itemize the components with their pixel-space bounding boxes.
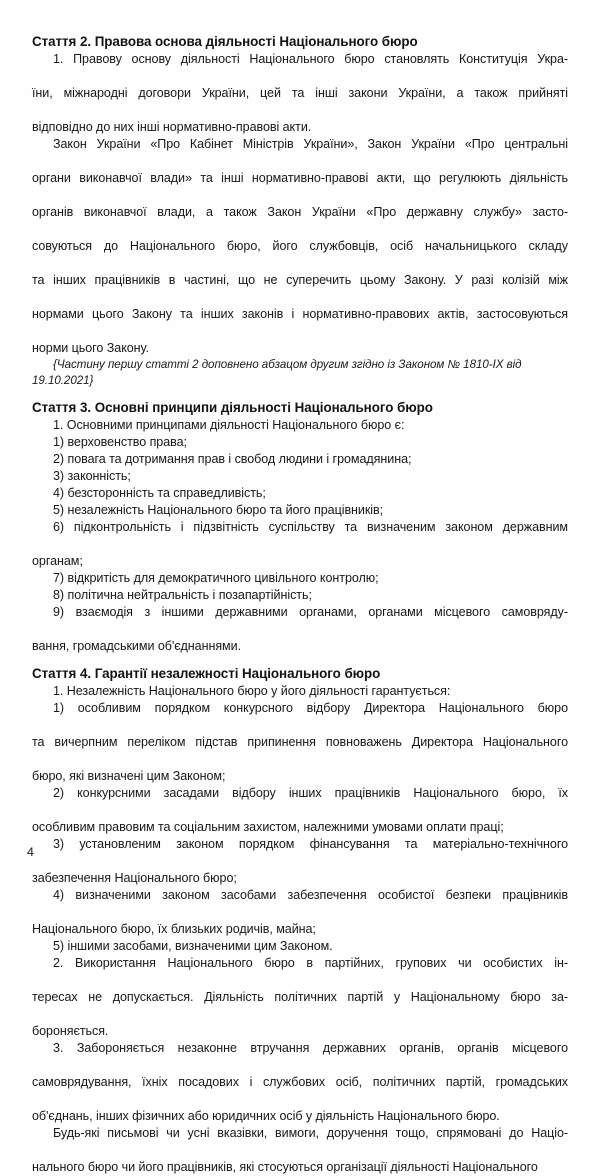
text-line: 8) політична нейтральність і позапартійність; [53, 588, 312, 602]
article-2-para-1 [32, 51, 568, 136]
text-line: їни, міжнародні договори України, цей та інші закони України, а також прийняті [32, 86, 568, 100]
text-line: 5) іншими засобами, визначеними цим Законом. [53, 939, 333, 953]
article-4-heading: Стаття 4. Гарантії незалежності Національного бюро [32, 666, 381, 681]
text-line: 1) верховенство права; [53, 435, 187, 449]
article-4-para-4 [32, 1125, 568, 1176]
text-line: 4) безсторонність та справедливість; [53, 486, 266, 500]
text-line: 2) повага та дотримання прав і свобод людини і громадянина; [53, 452, 412, 466]
article-3-item-6 [32, 519, 568, 570]
text-line: органів виконавчої влади, а також Закон України «Про державну службу» засто- [32, 205, 568, 219]
text-line: 3. Забороняється незаконне втручання державних органів, органів місцевого [53, 1041, 568, 1055]
text-line: особливим правовим та соціальним захистом, належними умовами оплати праці; [32, 820, 504, 834]
article-4-para-3 [32, 1040, 568, 1125]
article-4-item-3 [32, 836, 568, 887]
text-line: тересах не допускається. Діяльність політичних партій у Національному бюро за- [32, 990, 568, 1004]
article-2-amendment-note [32, 357, 568, 389]
text-line: бюро, які визначені цим Законом; [32, 769, 226, 783]
text-line: об'єднань, інших фізичних або юридичних осіб у діяльність Національного бюро. [32, 1109, 500, 1123]
text-line: відповідно до них інші нормативно-правові акти. [32, 120, 312, 134]
article-3-item-4 [32, 485, 568, 502]
text-line: органи виконавчої влади» та інші нормативно-правові акти, що регулюють діяльність [32, 171, 568, 185]
text-line: забезпечення Національного бюро; [32, 871, 237, 885]
text-line: 1. Основними принципами діяльності Національного бюро є: [53, 418, 405, 432]
text-line: та вичерпним переліком підстав припинення повноважень Директора Національного [32, 735, 568, 749]
text-line: 4) визначеними законом засобами забезпечення особистої безпеки працівників [53, 888, 568, 902]
text-line: 5) незалежність Національного бюро та його працівників; [53, 503, 384, 517]
text-line: 1. Незалежність Національного бюро у його діяльності гарантується: [53, 684, 451, 698]
text-line: 9) взаємодія з іншими державними органами, органами місцевого самовряду- [53, 605, 568, 619]
text-line: Закон України «Про Кабінет Міністрів України», Закон України «Про центральні [53, 137, 568, 151]
article-3-item-1 [32, 434, 568, 451]
article-4-item-1 [32, 700, 568, 785]
article-3-item-9 [32, 604, 568, 655]
page-number: 4 [27, 845, 34, 859]
article-4-item-5 [32, 938, 568, 955]
text-line: 6) підконтрольність і підзвітність суспільству та визначеним законом державним [53, 520, 568, 534]
article-3-item-8 [32, 587, 568, 604]
article-4-item-4 [32, 887, 568, 938]
article-3-intro [32, 417, 568, 434]
text-line: 7) відкритість для демократичного цивільного контролю; [53, 571, 379, 585]
article-4-item-2 [32, 785, 568, 836]
article-4-para-2 [32, 955, 568, 1040]
text-line: самоврядування, їхніх посадових і службових осіб, політичних партій, громадських [32, 1075, 568, 1089]
text-line: 3) законність; [53, 469, 131, 483]
text-line: совуються до Національного бюро, його службовців, осіб начальницького складу [32, 239, 568, 253]
text-line: та інших працівників в частині, що не суперечить цьому Закону. У разі колізій між [32, 273, 568, 287]
article-3-item-2 [32, 451, 568, 468]
text-line: Національного бюро, їх близьких родичів, майна; [32, 922, 316, 936]
page-content [32, 33, 568, 1176]
text-line: 2. Використання Національного бюро в партійних, групових чи особистих ін- [53, 956, 568, 970]
text-line: 19.10.2021} [32, 374, 94, 387]
text-line: 1) особливим порядком конкурсного відбору Директора Національного бюро [53, 701, 568, 715]
article-3-item-7 [32, 570, 568, 587]
text-line: {Частину першу статті 2 доповнено абзацом другим згідно із Законом № 1810-IX від [53, 358, 522, 371]
text-line: вання, громадськими об'єднаннями. [32, 639, 241, 653]
text-line: 1. Правову основу діяльності Національного бюро становлять Конституція Укра- [53, 52, 568, 66]
article-4-intro [32, 683, 568, 700]
text-line: норми цього Закону. [32, 341, 149, 355]
article-3-item-3 [32, 468, 568, 485]
text-line: бороняється. [32, 1024, 109, 1038]
text-line: 3) установленим законом порядком фінансування та матеріально-технічного [53, 837, 568, 851]
article-3-heading: Стаття 3. Основні принципи діяльності Національного бюро [32, 400, 433, 415]
article-3-item-5 [32, 502, 568, 519]
text-line: нального бюро чи його працівників, які стосуються організації діяльності Національного [32, 1160, 538, 1174]
article-2-para-2 [32, 136, 568, 357]
text-line: нормами цього Закону та інших законів і нормативно-правових актів, застосовуються [32, 307, 568, 321]
text-line: Будь-які письмові чи усні вказівки, вимоги, доручення тощо, спрямовані до Націо- [53, 1126, 568, 1140]
text-line: 2) конкурсними засадами відбору інших працівників Національного бюро, їх [53, 786, 568, 800]
article-2-heading: Стаття 2. Правова основа діяльності Національного бюро [32, 34, 418, 49]
text-line: органам; [32, 554, 83, 568]
